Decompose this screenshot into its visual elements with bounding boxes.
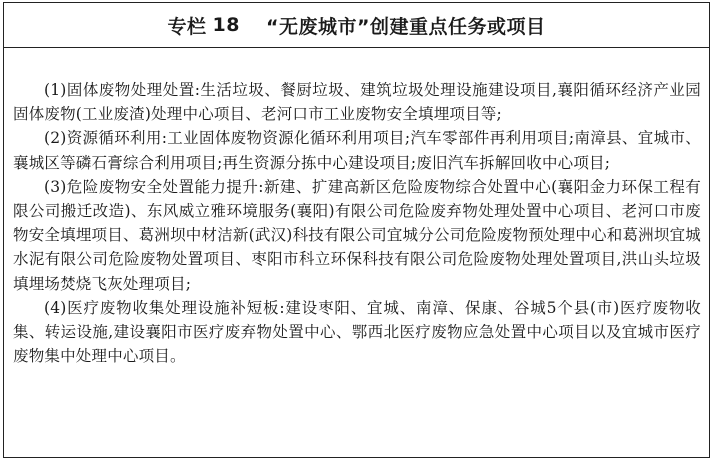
column-title-bar <box>4 3 709 48</box>
column-number: 18 <box>212 14 240 36</box>
column-title: “无废城市”创建重点任务或项目 <box>265 15 546 38</box>
paragraph-medical-waste: (4)医疗废物收集处理设施补短板:建设枣阳、宜城、南漳、保康、谷城5个县(市)医疗废物收集、转运设施,建设襄阳市医疗废弃物处置中心、鄂西北医疗废物应急处置中心项目以及宜城市医疗废物集中处理中心项目。 <box>13 298 701 366</box>
column-label: 专栏 <box>167 15 207 38</box>
column-box <box>3 2 710 458</box>
paragraph-hazardous-waste: (3)危险废物安全处置能力提升:新建、扩建高新区危险废物综合处置中心(襄阳金力环保工程有限公司搬迁改造)、东风威立雅环境服务(襄阳)有限公司危险废弃物处理处置中心项目、老河口市废物安全填埋项目、葛洲坝中材洁新(武汉)科技有限公司宜城分公司危险废物预处理中心和葛洲坝宜城水泥有限公司危险废物处置项目、枣阳市科立环保科技有限公司危险废物处理处置项目,洪山头垃圾填埋场焚烧飞灰处理项目; <box>13 177 701 293</box>
paragraph-solid-waste: (1)固体废物处理处置:生活垃圾、餐厨垃圾、建筑垃圾处理设施建设项目,襄阳循环经济产业园固体废物(工业废渣)处理中心项目、老河口市工业废物安全填埋项目等; <box>13 81 701 124</box>
column-content <box>4 48 709 368</box>
paragraph-resource-recycling: (2)资源循环利用:工业固体废物资源化循环利用项目;汽车零部件再利用项目;南漳县、宜城市、襄城区等磷石膏综合利用项目;再生资源分拣中心建设项目;废旧汽车拆解回收中心项目; <box>13 129 701 172</box>
